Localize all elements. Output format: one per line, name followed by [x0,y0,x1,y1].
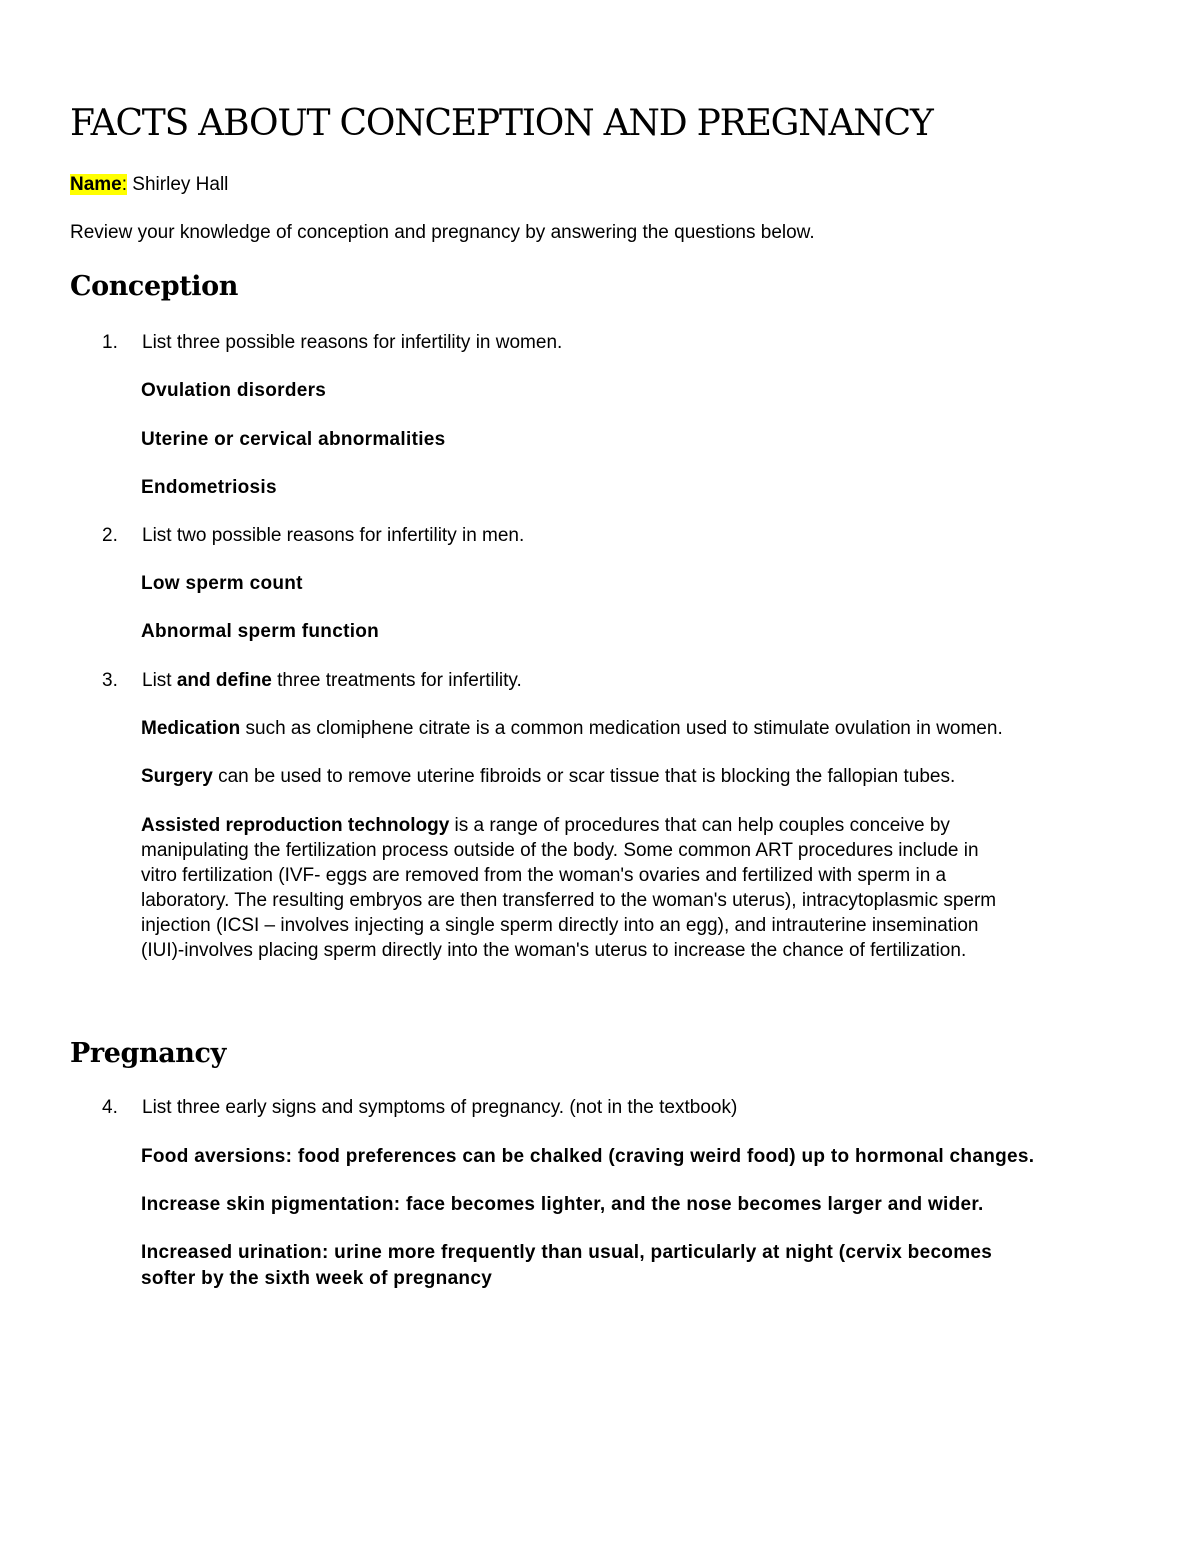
section-heading-conception: Conception [70,271,238,302]
answer-line: laboratory. The resulting embryos are then transferred to the woman's uterus), intracytoplasmic sperm [141,890,997,911]
name-value: Shirley Hall [127,174,229,195]
question-1 [102,330,562,356]
question-text: List three possible reasons for infertility in women. [142,332,563,353]
answer-item: Abnormal sperm function [141,621,380,642]
answer-definition: such as clomiphene citrate is a common medication used to stimulate ovulation in women. [240,718,1003,739]
question-number: 2. [102,525,118,546]
answer-term: Surgery [141,766,213,787]
answer-item: Food aversions: food preferences can be chalked (craving weird food) up to hormonal changes. [141,1146,1035,1167]
name-line [70,172,228,198]
answer-surgery [141,764,955,790]
name-separator: : [121,174,128,195]
answer-term: Medication [141,718,241,739]
name-highlight [70,174,127,195]
question-number: 3. [102,670,118,691]
answer-item: Uterine or cervical abnormalities [141,429,446,450]
answer-item-multiline [141,1240,992,1292]
answer-item: Endometriosis [141,477,277,498]
section-heading-pregnancy: Pregnancy [70,1038,226,1069]
answer-item: Low sperm count [141,573,303,594]
question-3 [102,668,522,694]
answer-line: (IUI)-involves placing sperm directly into the woman's uterus to increase the chance of fertilization. [141,940,967,961]
intro-text: Review your knowledge of conception and pregnancy by answering the questions below. [70,222,815,243]
question-2 [102,523,524,549]
answer-item: Increase skin pigmentation: face becomes lighter, and the nose becomes larger and wider. [141,1194,984,1215]
document-title: FACTS ABOUT CONCEPTION AND PREGNANCY [70,103,933,144]
answer-line: injection (ICSI – involves injecting a single sperm directly into an egg), and intrauterine insemination [141,915,979,936]
answer-line [141,813,1141,838]
question-text: List three early signs and symptoms of pregnancy. (not in the textbook) [142,1097,738,1118]
answer-line: softer by the sixth week of pregnancy [141,1268,493,1289]
answer-medication [141,716,1003,742]
question-4 [102,1095,737,1121]
question-text: List two possible reasons for infertility in men. [142,525,525,546]
answer-item: Ovulation disorders [141,380,327,401]
answer-art [141,813,1141,963]
answer-term: Assisted reproduction technology [141,815,450,836]
answer-definition: can be used to remove uterine fibroids or scar tissue that is blocking the fallopian tubes. [212,766,956,787]
question-number: 1. [102,332,118,353]
answer-line: manipulating the fertilization process outside of the body. Some common ART procedures include in [141,840,979,861]
name-label: Name [70,174,122,195]
answer-line: vitro fertilization (IVF- eggs are removed from the woman's ovaries and fertilized with sperm in a [141,865,947,886]
question-text-start: List [142,670,177,691]
answer-definition: is a range of procedures that can help couples conceive by [449,815,950,836]
question-text-end: three treatments for infertility. [271,670,522,691]
question-number: 4. [102,1097,118,1118]
question-text-emphasis: and define [176,670,272,691]
answer-line: Increased urination: urine more frequently than usual, particularly at night (cervix becomes [141,1242,993,1263]
